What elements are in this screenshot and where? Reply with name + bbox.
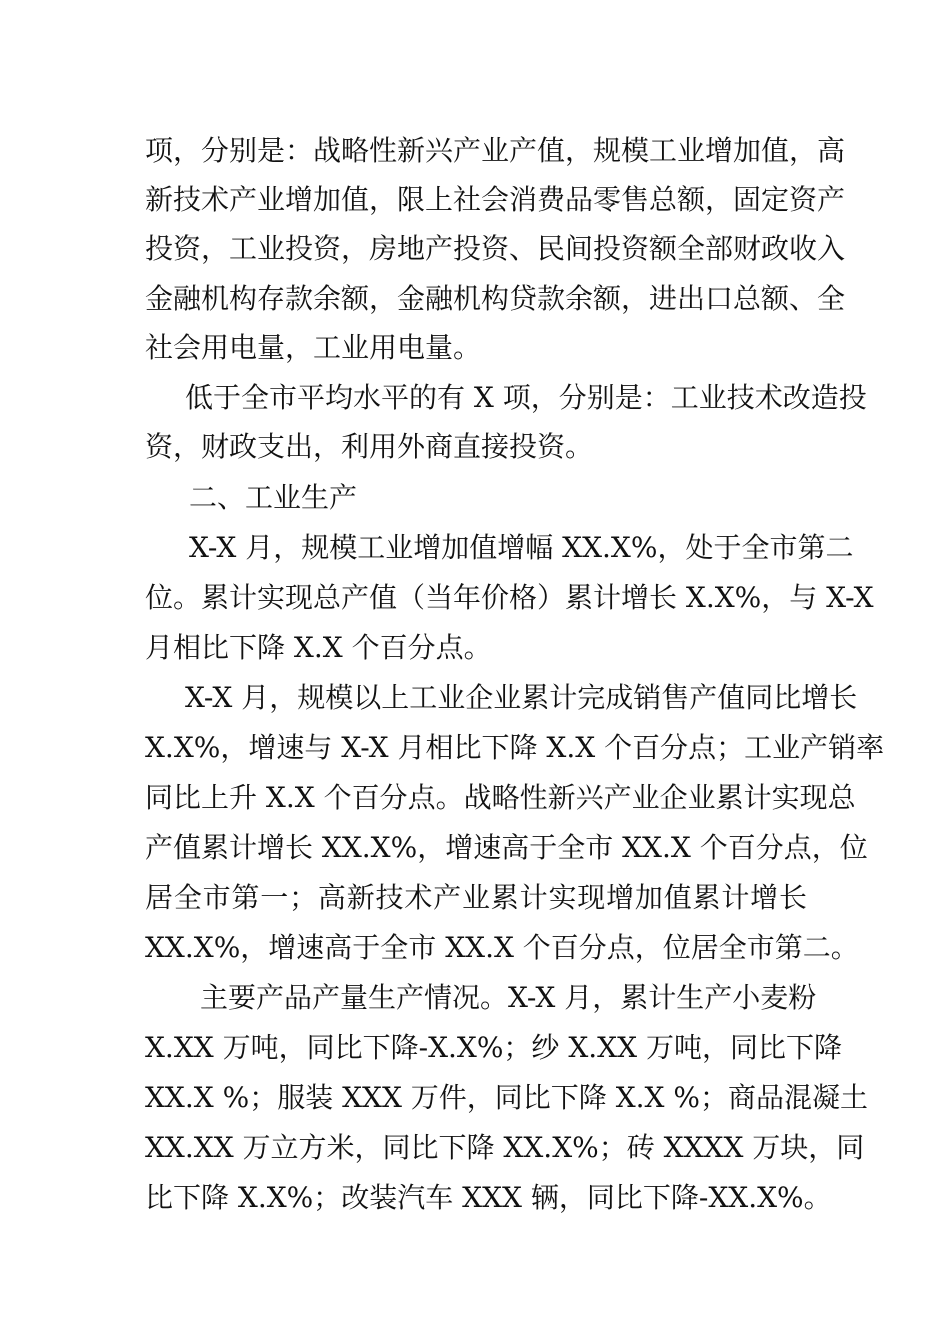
- text-line: 金融机构存款余额，金融机构贷款余额，进出口总额、全: [145, 282, 846, 315]
- text-line: 低于全市平均水平的有 X 项，分别是：工业技术改造投: [185, 381, 867, 414]
- text-line: 投资，工业投资，房地产投资、民间投资额全部财政收入: [145, 232, 846, 265]
- section-heading: 二、工业生产: [189, 481, 358, 514]
- text-line: XX.XX 万立方米，同比下降 XX.X%；砖 XXXX 万块，同: [145, 1131, 865, 1164]
- text-line: X.XX 万吨，同比下降-X.X%；纱 X.XX 万吨，同比下降: [145, 1031, 842, 1064]
- text-line: 资，财政支出，利用外商直接投资。: [145, 430, 594, 463]
- text-line: X.X%，增速与 X-X 月相比下降 X.X 个百分点；工业产销率: [145, 731, 885, 764]
- text-line: XX.X %；服装 XXX 万件，同比下降 X.X %；商品混凝土: [145, 1081, 868, 1114]
- text-line: 位。累计实现总产值（当年价格）累计增长 X.X%，与 X-X: [145, 581, 874, 614]
- text-line: 比下降 X.X%；改装汽车 XXX 辆，同比下降-XX.X%。: [145, 1181, 832, 1214]
- text-line: X-X 月，规模以上工业企业累计完成销售产值同比增长: [185, 681, 858, 714]
- text-line: 同比上升 X.X 个百分点。战略性新兴产业企业累计实现总: [145, 781, 856, 814]
- text-line: XX.X%，增速高于全市 XX.X 个百分点，位居全市第二。: [145, 931, 859, 964]
- text-line: 产值累计增长 XX.X%，增速高于全市 XX.X 个百分点，位: [145, 831, 868, 864]
- text-line: X-X 月，规模工业增加值增幅 XX.X%，处于全市第二: [189, 531, 854, 564]
- text-line: 月相比下降 X.X 个百分点。: [145, 631, 492, 664]
- text-line: 新技术产业增加值，限上社会消费品零售总额，固定资产: [145, 183, 846, 216]
- text-line: 项，分别是：战略性新兴产业产值，规模工业增加值，高: [145, 134, 846, 167]
- text-line: 主要产品产量生产情况。X-X 月，累计生产小麦粉: [200, 981, 817, 1014]
- text-line: 居全市第一；高新技术产业累计实现增加值累计增长: [145, 881, 807, 914]
- text-line: 社会用电量，工业用电量。: [145, 331, 482, 364]
